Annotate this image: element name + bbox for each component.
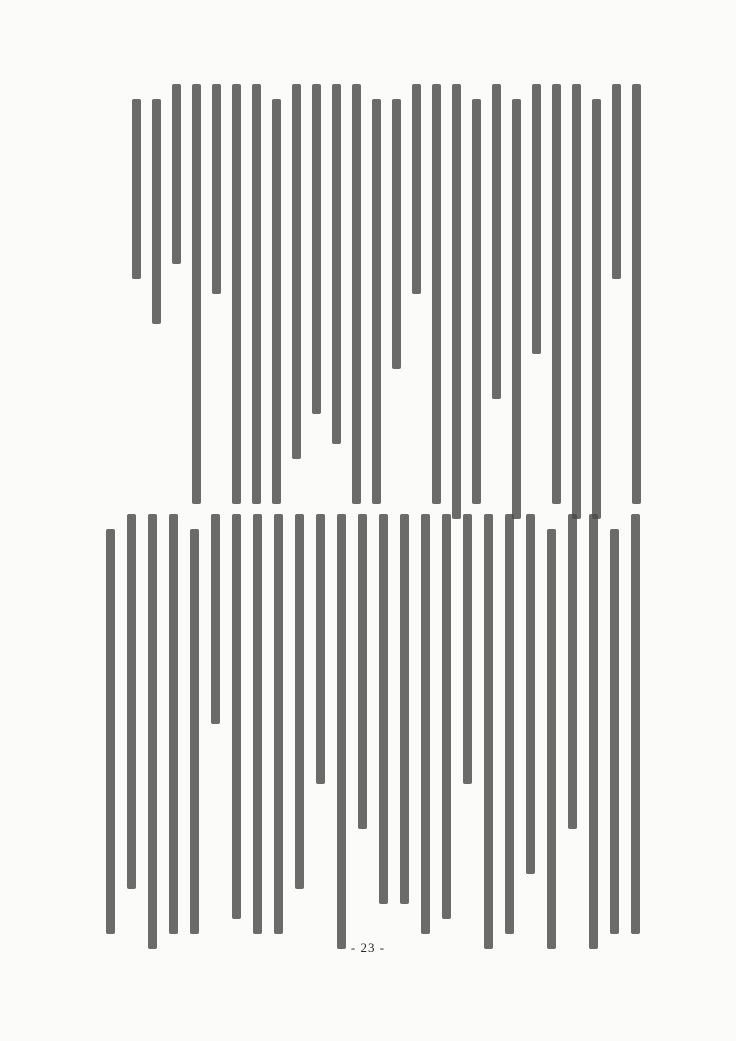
redacted-text-run bbox=[274, 514, 283, 934]
redacted-text-run bbox=[352, 84, 361, 504]
redacted-text-line bbox=[586, 84, 606, 516]
redacted-text-run bbox=[372, 99, 381, 504]
redacted-text-run bbox=[127, 514, 136, 889]
redacted-text-line bbox=[446, 84, 466, 516]
redacted-text-run bbox=[192, 84, 201, 504]
redacted-text-line bbox=[206, 84, 226, 516]
redacted-text-run bbox=[484, 514, 493, 949]
redacted-text-run bbox=[253, 514, 262, 934]
redacted-text-run bbox=[572, 84, 581, 519]
redacted-text-line bbox=[352, 514, 373, 958]
redacted-text-line bbox=[247, 514, 268, 958]
redacted-text-run bbox=[526, 514, 535, 874]
redacted-text-run bbox=[211, 514, 220, 724]
redacted-text-run bbox=[337, 514, 346, 949]
redacted-text-run bbox=[421, 514, 430, 934]
redacted-text-run bbox=[358, 514, 367, 829]
redacted-text-line bbox=[326, 84, 346, 516]
redacted-text-line bbox=[386, 84, 406, 516]
redacted-text-line bbox=[562, 514, 583, 958]
redacted-text-line bbox=[478, 514, 499, 958]
redacted-text-run bbox=[252, 84, 261, 504]
redacted-text-run bbox=[392, 99, 401, 369]
redacted-text-line bbox=[373, 514, 394, 958]
redacted-text-run bbox=[568, 514, 577, 829]
redacted-text-run bbox=[190, 529, 199, 934]
redacted-text-run bbox=[152, 99, 161, 324]
redacted-text-run bbox=[212, 84, 221, 294]
redacted-text-run bbox=[589, 514, 598, 949]
redacted-text-run bbox=[332, 84, 341, 444]
redacted-text-line bbox=[426, 84, 446, 516]
redacted-text-line bbox=[186, 84, 206, 516]
redacted-text-run bbox=[632, 84, 641, 504]
redacted-text-run bbox=[442, 514, 451, 919]
redacted-text-run bbox=[148, 514, 157, 949]
redacted-text-run bbox=[463, 514, 472, 784]
redacted-text-line bbox=[331, 514, 352, 958]
redacted-text-run bbox=[552, 84, 561, 504]
redacted-text-line bbox=[289, 514, 310, 958]
bottom-text-block bbox=[98, 514, 646, 958]
redacted-text-line bbox=[268, 514, 289, 958]
redacted-text-line bbox=[583, 514, 604, 958]
redacted-text-line bbox=[626, 84, 646, 516]
redacted-text-line bbox=[541, 514, 562, 958]
redacted-text-run bbox=[232, 514, 241, 919]
redacted-text-line bbox=[346, 84, 366, 516]
redacted-text-line bbox=[100, 514, 121, 958]
page-number: - 23 - bbox=[350, 940, 386, 955]
redacted-text-line bbox=[406, 84, 426, 516]
redacted-text-run bbox=[169, 514, 178, 934]
redacted-text-line bbox=[520, 514, 541, 958]
redacted-text-line bbox=[126, 84, 146, 516]
redacted-text-line bbox=[466, 84, 486, 516]
redacted-text-line bbox=[166, 84, 186, 516]
redacted-text-line bbox=[184, 514, 205, 958]
redacted-text-run bbox=[452, 84, 461, 519]
redacted-text-line bbox=[310, 514, 331, 958]
redacted-text-run bbox=[512, 99, 521, 519]
redacted-text-line bbox=[457, 514, 478, 958]
redacted-text-run bbox=[132, 99, 141, 279]
redacted-text-run bbox=[172, 84, 181, 264]
redacted-text-line bbox=[486, 84, 506, 516]
redacted-text-run bbox=[505, 514, 514, 934]
redacted-text-run bbox=[295, 514, 304, 889]
redacted-text-line bbox=[436, 514, 457, 958]
redacted-text-run bbox=[610, 529, 619, 934]
redacted-text-run bbox=[292, 84, 301, 459]
redacted-text-line bbox=[205, 514, 226, 958]
redacted-text-run bbox=[532, 84, 541, 354]
redacted-text-run bbox=[547, 529, 556, 949]
redacted-text-line bbox=[566, 84, 586, 516]
redacted-text-line bbox=[546, 84, 566, 516]
redacted-text-run bbox=[592, 99, 601, 519]
redacted-text-run bbox=[272, 99, 281, 504]
redacted-text-line bbox=[306, 84, 326, 516]
redacted-text-run bbox=[312, 84, 321, 414]
redacted-text-run bbox=[379, 514, 388, 904]
redacted-text-run bbox=[612, 84, 621, 279]
redacted-text-line bbox=[121, 514, 142, 958]
redacted-text-line bbox=[286, 84, 306, 516]
redacted-text-line bbox=[604, 514, 625, 958]
redacted-text-line bbox=[142, 514, 163, 958]
redacted-text-run bbox=[232, 84, 241, 504]
top-text-block bbox=[124, 84, 646, 516]
redacted-text-line bbox=[506, 84, 526, 516]
redacted-text-line bbox=[226, 514, 247, 958]
redacted-text-line bbox=[415, 514, 436, 958]
redacted-text-line bbox=[163, 514, 184, 958]
redacted-text-run bbox=[400, 514, 409, 904]
redacted-text-line bbox=[246, 84, 266, 516]
redacted-text-line bbox=[394, 514, 415, 958]
redacted-text-line bbox=[606, 84, 626, 516]
redacted-text-line bbox=[366, 84, 386, 516]
redacted-text-line bbox=[146, 84, 166, 516]
redacted-text-line bbox=[526, 84, 546, 516]
redacted-text-line bbox=[266, 84, 286, 516]
redacted-text-run bbox=[492, 84, 501, 399]
redacted-text-run bbox=[631, 514, 640, 934]
redacted-text-line bbox=[625, 514, 646, 958]
redacted-text-line bbox=[499, 514, 520, 958]
redacted-text-line bbox=[226, 84, 246, 516]
redacted-text-run bbox=[472, 99, 481, 504]
redacted-text-run bbox=[432, 84, 441, 504]
redacted-text-run bbox=[316, 514, 325, 784]
redacted-text-run bbox=[106, 529, 115, 934]
redacted-text-run bbox=[412, 84, 421, 294]
